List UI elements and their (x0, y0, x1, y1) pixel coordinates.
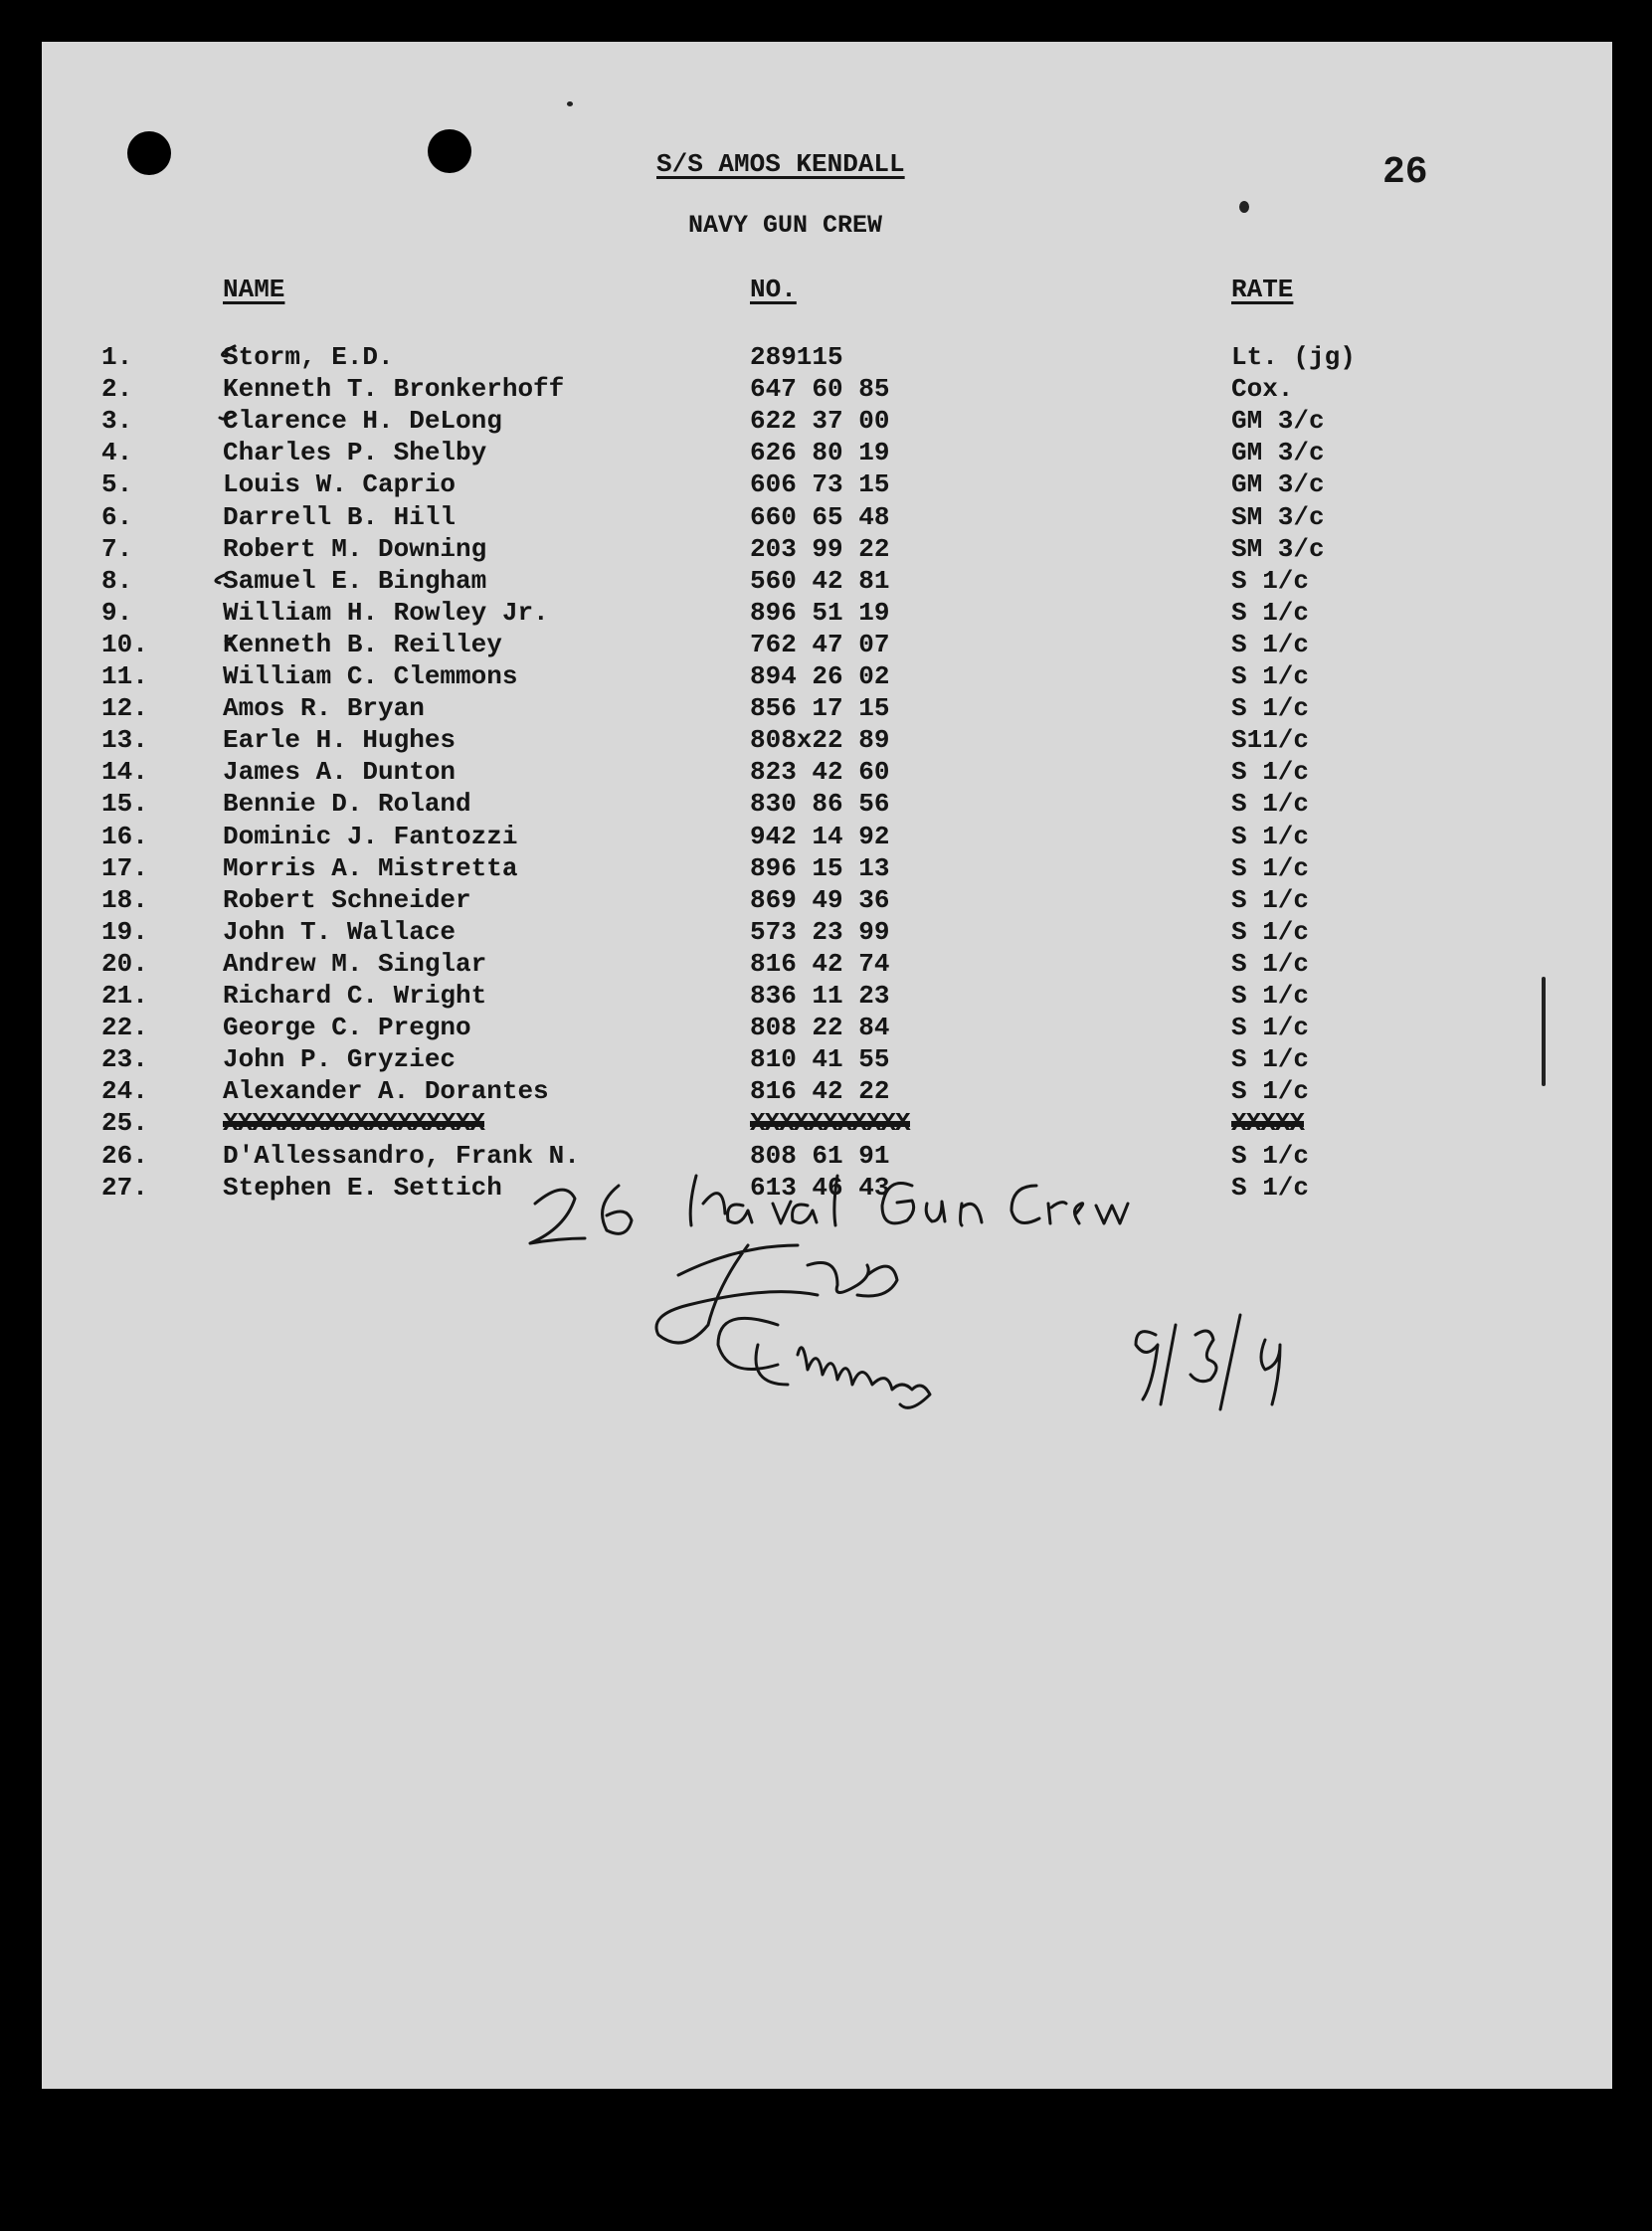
rate-value: S 1/c (1231, 629, 1310, 659)
row-index: 13. (101, 725, 148, 756)
crew-name: Amos R. Bryan (223, 693, 425, 724)
service-number: 560 42 81 (750, 565, 890, 596)
row-index: 15. (101, 789, 148, 820)
header-no: NO. (750, 275, 797, 304)
rate-value: S 1/c (1231, 597, 1310, 628)
rate-value: S 1/c (1231, 852, 1310, 883)
crew-name: Dominic J. Fantozzi (223, 821, 518, 851)
handwritten-numeral-2 (530, 1190, 585, 1243)
service-number: 856 17 15 (750, 693, 890, 724)
row-index: 26. (101, 1140, 148, 1171)
service-number: 626 80 19 (750, 438, 890, 468)
row-index: 19. (101, 916, 148, 947)
crew-name: Charles P. Shelby (223, 438, 487, 468)
rate-value: S 1/c (1231, 1044, 1310, 1075)
rate-value: SM 3/c (1231, 501, 1325, 532)
crew-name: Morris A. Mistretta (223, 852, 518, 883)
rate-value: S 1/c (1231, 661, 1310, 691)
rate-value: Cox. (1231, 374, 1294, 405)
check-marks (216, 346, 235, 645)
row-index: 21. (101, 981, 148, 1011)
crew-name: Storm, E.D. (223, 342, 394, 372)
crew-name: Alexander A. Dorantes (223, 1076, 549, 1107)
service-number: 896 15 13 (750, 852, 890, 883)
rate-value: S 1/c (1231, 693, 1310, 724)
crew-name: William H. Rowley Jr. (223, 597, 549, 628)
crew-name: Louis W. Caprio (223, 469, 457, 500)
row-index: 17. (101, 852, 148, 883)
signature-carter (656, 1245, 897, 1343)
service-number: 808 61 91 (750, 1140, 890, 1171)
crew-name: John P. Gryziec (223, 1044, 457, 1075)
service-number: 836 11 23 (750, 981, 890, 1011)
document-page (42, 42, 1612, 2089)
rate-value: S 1/c (1231, 1140, 1310, 1171)
service-number: 869 49 36 (750, 884, 890, 915)
signature-inman (718, 1318, 930, 1407)
crew-name: Richard C. Wright (223, 981, 487, 1011)
row-index: 20. (101, 948, 148, 979)
row-index: 1. (101, 342, 133, 372)
crew-name: Clarence H. DeLong (223, 406, 502, 437)
service-number: XXXXXXXXXXX (750, 1108, 910, 1139)
crew-name: XXXXXXXXXXXXXXXXXX (223, 1108, 484, 1139)
handwritten-word-crew (1011, 1186, 1128, 1223)
crew-name: Kenneth T. Bronkerhoff (223, 374, 565, 405)
handwritten-word-naval (690, 1176, 837, 1225)
service-number: 810 41 55 (750, 1044, 890, 1075)
crew-name: George C. Pregno (223, 1013, 471, 1043)
handwritten-numeral-6 (603, 1186, 632, 1233)
service-number: 613 46 43 (750, 1172, 890, 1203)
row-index: 2. (101, 374, 133, 405)
service-number: 808 22 84 (750, 1013, 890, 1043)
service-number: 942 14 92 (750, 821, 890, 851)
row-index: 25. (101, 1108, 148, 1139)
service-number: 896 51 19 (750, 597, 890, 628)
rate-value: GM 3/c (1231, 406, 1325, 437)
crew-name: D'Allessandro, Frank N. (223, 1140, 580, 1171)
speck (1542, 977, 1546, 1086)
row-index: 24. (101, 1076, 148, 1107)
service-number: 816 42 74 (750, 948, 890, 979)
row-index: 8. (101, 565, 133, 596)
service-number: 660 65 48 (750, 501, 890, 532)
rate-value: Lt. (jg) (1231, 342, 1356, 372)
rate-value: S 1/c (1231, 789, 1310, 820)
service-number: 289115 (750, 342, 843, 372)
speck (1239, 201, 1249, 213)
crew-name: John T. Wallace (223, 916, 457, 947)
crew-name: Kenneth B. Reilley (223, 629, 502, 659)
row-index: 12. (101, 693, 148, 724)
service-number: 606 73 15 (750, 469, 890, 500)
row-index: 9. (101, 597, 133, 628)
row-index: 10. (101, 629, 148, 659)
rate-value: S 1/c (1231, 1076, 1310, 1107)
rate-value: S 1/c (1231, 1172, 1310, 1203)
row-index: 11. (101, 661, 148, 691)
service-number: 830 86 56 (750, 789, 890, 820)
speck (567, 101, 573, 106)
page-number: 26 (1382, 151, 1428, 194)
rate-value: S 1/c (1231, 565, 1310, 596)
row-index: 22. (101, 1013, 148, 1043)
document-title: S/S AMOS KENDALL (656, 149, 905, 179)
document-subtitle: NAVY GUN CREW (688, 211, 883, 240)
crew-name: Samuel E. Bingham (223, 565, 487, 596)
crew-name: Andrew M. Singlar (223, 948, 487, 979)
row-index: 5. (101, 469, 133, 500)
crew-name: William C. Clemmons (223, 661, 518, 691)
crew-name: Stephen E. Settich (223, 1172, 502, 1203)
row-index: 27. (101, 1172, 148, 1203)
service-number: 622 37 00 (750, 406, 890, 437)
service-number: 762 47 07 (750, 629, 890, 659)
row-index: 14. (101, 757, 148, 788)
rate-value: S 1/c (1231, 948, 1310, 979)
service-number: 808x22 89 (750, 725, 890, 756)
rate-value: S 1/c (1231, 981, 1310, 1011)
service-number: 894 26 02 (750, 661, 890, 691)
handwriting-overlay (42, 42, 1612, 2089)
service-number: 816 42 22 (750, 1076, 890, 1107)
rate-value: GM 3/c (1231, 469, 1325, 500)
crew-name: Earle H. Hughes (223, 725, 457, 756)
rate-value: GM 3/c (1231, 438, 1325, 468)
rate-value: S 1/c (1231, 916, 1310, 947)
crew-name: Bennie D. Roland (223, 789, 471, 820)
header-rate: RATE (1231, 275, 1294, 304)
row-index: 16. (101, 821, 148, 851)
rate-value: S 1/c (1231, 884, 1310, 915)
crew-name: James A. Dunton (223, 757, 457, 788)
service-number: 203 99 22 (750, 533, 890, 564)
header-name: NAME (223, 275, 285, 304)
service-number: 647 60 85 (750, 374, 890, 405)
rate-value: S 1/c (1231, 757, 1310, 788)
row-index: 18. (101, 884, 148, 915)
row-index: 4. (101, 438, 133, 468)
rate-value: XXXXX (1231, 1108, 1305, 1139)
row-index: 3. (101, 406, 133, 437)
service-number: 573 23 99 (750, 916, 890, 947)
row-index: 23. (101, 1044, 148, 1075)
row-index: 6. (101, 501, 133, 532)
rate-value: S11/c (1231, 725, 1310, 756)
handwritten-date (1136, 1315, 1280, 1409)
crew-name: Robert Schneider (223, 884, 471, 915)
crew-name: Robert M. Downing (223, 533, 487, 564)
handwritten-word-gun (882, 1184, 982, 1226)
row-index: 7. (101, 533, 133, 564)
rate-value: S 1/c (1231, 1013, 1310, 1043)
service-number: 823 42 60 (750, 757, 890, 788)
crew-name: Darrell B. Hill (223, 501, 457, 532)
rate-value: SM 3/c (1231, 533, 1325, 564)
rate-value: S 1/c (1231, 821, 1310, 851)
